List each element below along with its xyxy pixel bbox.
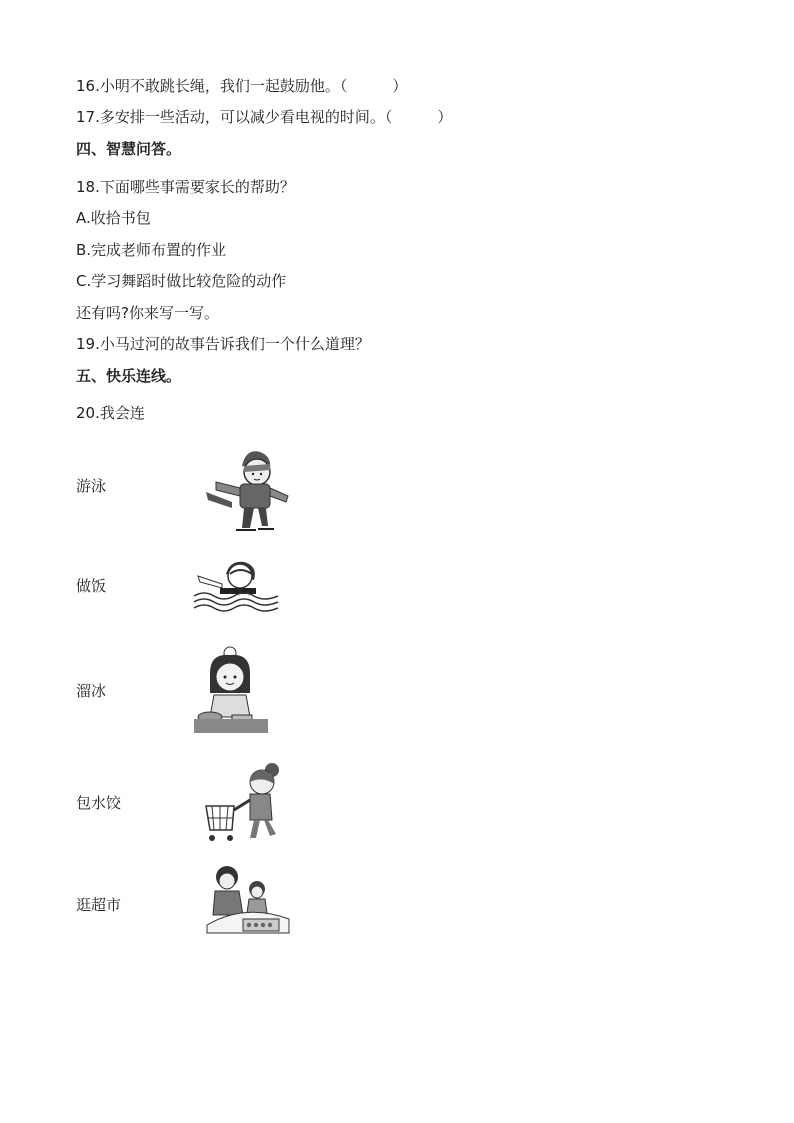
match-label-dumplings: 包水饺 — [76, 794, 122, 812]
swimmer-image — [192, 556, 282, 616]
section-5-heading: 五、快乐连线。 — [76, 367, 182, 385]
option-c: C.学习舞蹈时做比较危险的动作 — [76, 272, 287, 290]
mother-and-child-making-dumplings-image — [205, 863, 291, 937]
question-17: 17.多安排一些活动，可以减少看电视的时间。（ ） — [76, 108, 453, 126]
option-b: B.完成老师布置的作业 — [76, 241, 227, 259]
question-20: 20.我会连 — [76, 404, 145, 422]
write-more-prompt: 还有吗?你来写一写。 — [76, 304, 219, 322]
question-19: 19.小马过河的故事告诉我们一个什么道理？ — [76, 335, 370, 353]
option-a: A.收拾书包 — [76, 209, 151, 227]
match-label-cooking: 做饭 — [76, 577, 107, 595]
match-label-supermarket: 逛超市 — [76, 896, 122, 914]
ice-skating-child-image — [202, 444, 290, 534]
question-16: 16.小明不敢跳长绳，我们一起鼓励他。（ ） — [76, 77, 408, 95]
question-18: 18.下面哪些事需要家长的帮助？ — [76, 178, 295, 196]
woman-with-shopping-cart-image — [200, 758, 284, 846]
child-chef-cooking-image — [192, 645, 270, 737]
match-label-swimming: 游泳 — [76, 477, 107, 495]
section-4-heading: 四、智慧问答。 — [76, 140, 182, 158]
match-label-skating: 溜冰 — [76, 682, 107, 700]
